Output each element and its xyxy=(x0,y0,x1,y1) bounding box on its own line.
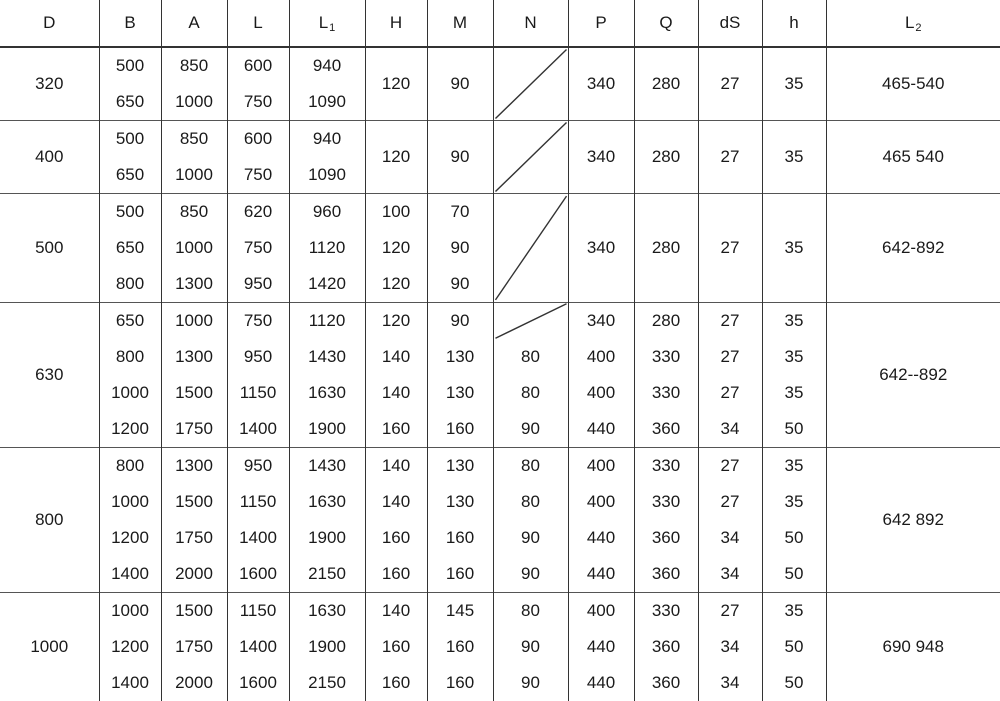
column-header-subscript: 1 xyxy=(329,22,335,34)
cell-l2: 642--892 xyxy=(826,303,1000,448)
cell-b: 650 xyxy=(99,157,161,194)
column-header-label: P xyxy=(595,13,606,32)
cell-b: 1000 xyxy=(99,484,161,520)
cell-b: 650 xyxy=(99,303,161,340)
cell-p: 400 xyxy=(568,448,634,485)
cell-l: 750 xyxy=(227,230,289,266)
cell-h: 35 xyxy=(762,303,826,340)
cell-p: 340 xyxy=(568,194,634,303)
cell-l1: 1420 xyxy=(289,266,365,303)
table-body xyxy=(0,47,1000,701)
cell-p: 400 xyxy=(568,484,634,520)
cell-d: 400 xyxy=(0,121,99,194)
cell-b: 1200 xyxy=(99,520,161,556)
cell-l1: 1120 xyxy=(289,303,365,340)
cell-l: 750 xyxy=(227,303,289,340)
table-row xyxy=(0,593,1000,630)
cell-m: 90 xyxy=(427,230,493,266)
cell-m: 145 xyxy=(427,593,493,630)
cell-h: 160 xyxy=(365,665,427,701)
cell-h: 50 xyxy=(762,629,826,665)
cell-m: 90 xyxy=(427,121,493,194)
cell-p: 340 xyxy=(568,121,634,194)
cell-h: 35 xyxy=(762,47,826,121)
cell-l: 1150 xyxy=(227,375,289,411)
cell-a: 1500 xyxy=(161,375,227,411)
cell-a: 1300 xyxy=(161,266,227,303)
cell-h: 160 xyxy=(365,629,427,665)
cell-q: 360 xyxy=(634,665,698,701)
cell-a: 850 xyxy=(161,194,227,231)
cell-h: 120 xyxy=(365,230,427,266)
cell-a: 1750 xyxy=(161,629,227,665)
cell-m: 70 xyxy=(427,194,493,231)
cell-ds: 34 xyxy=(698,411,762,448)
cell-q: 280 xyxy=(634,194,698,303)
cell-l1: 1090 xyxy=(289,84,365,121)
column-header-label: h xyxy=(789,13,798,32)
cell-p: 400 xyxy=(568,339,634,375)
diagonal-slash xyxy=(494,121,568,193)
cell-h: 35 xyxy=(762,375,826,411)
cell-l2: 642 892 xyxy=(826,448,1000,593)
cell-ds: 27 xyxy=(698,484,762,520)
column-header-label: dS xyxy=(720,13,741,32)
cell-p: 440 xyxy=(568,665,634,701)
cell-q: 280 xyxy=(634,47,698,121)
cell-ds: 34 xyxy=(698,556,762,593)
cell-a: 2000 xyxy=(161,665,227,701)
column-header-n xyxy=(493,0,568,47)
empty-cell-diagonal xyxy=(493,47,568,121)
cell-b: 1000 xyxy=(99,375,161,411)
column-header-label: N xyxy=(524,13,536,32)
cell-l: 750 xyxy=(227,84,289,121)
cell-h: 50 xyxy=(762,665,826,701)
cell-m: 160 xyxy=(427,520,493,556)
diagonal-slash xyxy=(494,194,568,302)
cell-l1: 940 xyxy=(289,47,365,84)
cell-h: 35 xyxy=(762,194,826,303)
cell-q: 330 xyxy=(634,593,698,630)
column-header-label: L xyxy=(253,13,262,32)
column-header-ds xyxy=(698,0,762,47)
cell-h: 35 xyxy=(762,484,826,520)
cell-l: 950 xyxy=(227,448,289,485)
cell-h: 35 xyxy=(762,448,826,485)
cell-a: 850 xyxy=(161,121,227,158)
empty-cell-diagonal xyxy=(493,121,568,194)
column-header-label: L xyxy=(319,13,328,32)
column-header-m xyxy=(427,0,493,47)
cell-h: 160 xyxy=(365,556,427,593)
cell-ds: 27 xyxy=(698,593,762,630)
cell-h: 35 xyxy=(762,121,826,194)
cell-h: 120 xyxy=(365,266,427,303)
cell-b: 500 xyxy=(99,47,161,84)
cell-q: 280 xyxy=(634,121,698,194)
column-header-l2 xyxy=(826,0,1000,47)
cell-b: 1400 xyxy=(99,556,161,593)
cell-a: 2000 xyxy=(161,556,227,593)
cell-n: 80 xyxy=(493,593,568,630)
cell-l1: 1900 xyxy=(289,411,365,448)
cell-h: 140 xyxy=(365,448,427,485)
cell-h: 160 xyxy=(365,520,427,556)
cell-d: 800 xyxy=(0,448,99,593)
cell-q: 330 xyxy=(634,375,698,411)
cell-n: 90 xyxy=(493,629,568,665)
column-header-label: H xyxy=(390,13,402,32)
cell-n: 80 xyxy=(493,375,568,411)
cell-l: 1600 xyxy=(227,556,289,593)
cell-h: 120 xyxy=(365,47,427,121)
cell-l: 950 xyxy=(227,339,289,375)
cell-m: 160 xyxy=(427,665,493,701)
cell-ds: 27 xyxy=(698,339,762,375)
column-header-label: L xyxy=(905,13,914,32)
cell-l1: 1430 xyxy=(289,448,365,485)
cell-b: 650 xyxy=(99,84,161,121)
header-row xyxy=(0,0,1000,47)
cell-ds: 27 xyxy=(698,375,762,411)
cell-h: 160 xyxy=(365,411,427,448)
cell-m: 130 xyxy=(427,375,493,411)
column-header-label: D xyxy=(43,13,55,32)
cell-q: 360 xyxy=(634,520,698,556)
cell-h: 50 xyxy=(762,411,826,448)
cell-m: 160 xyxy=(427,556,493,593)
cell-d: 1000 xyxy=(0,593,99,701)
cell-h: 140 xyxy=(365,484,427,520)
cell-h: 140 xyxy=(365,339,427,375)
cell-h: 140 xyxy=(365,375,427,411)
cell-m: 90 xyxy=(427,303,493,340)
diagonal-slash xyxy=(494,303,568,339)
cell-p: 440 xyxy=(568,556,634,593)
cell-h: 100 xyxy=(365,194,427,231)
cell-ds: 27 xyxy=(698,47,762,121)
cell-l: 600 xyxy=(227,47,289,84)
cell-n: 80 xyxy=(493,339,568,375)
cell-h: 50 xyxy=(762,520,826,556)
cell-l: 1150 xyxy=(227,484,289,520)
column-header-label: A xyxy=(188,13,199,32)
column-header-a xyxy=(161,0,227,47)
cell-m: 130 xyxy=(427,484,493,520)
column-header-label: B xyxy=(124,13,135,32)
cell-a: 1000 xyxy=(161,157,227,194)
cell-ds: 27 xyxy=(698,194,762,303)
cell-b: 1200 xyxy=(99,629,161,665)
cell-m: 90 xyxy=(427,266,493,303)
cell-ds: 34 xyxy=(698,629,762,665)
cell-q: 360 xyxy=(634,411,698,448)
column-header-h xyxy=(762,0,826,47)
cell-h: 120 xyxy=(365,303,427,340)
cell-l1: 2150 xyxy=(289,665,365,701)
table-row xyxy=(0,194,1000,231)
cell-n: 80 xyxy=(493,484,568,520)
empty-cell-diagonal xyxy=(493,303,568,340)
cell-a: 1500 xyxy=(161,593,227,630)
cell-l2: 642-892 xyxy=(826,194,1000,303)
cell-a: 1300 xyxy=(161,339,227,375)
cell-l1: 2150 xyxy=(289,556,365,593)
cell-l: 1150 xyxy=(227,593,289,630)
column-header-l1 xyxy=(289,0,365,47)
cell-l1: 1430 xyxy=(289,339,365,375)
cell-m: 90 xyxy=(427,47,493,121)
cell-b: 500 xyxy=(99,194,161,231)
cell-n: 90 xyxy=(493,520,568,556)
cell-h: 35 xyxy=(762,339,826,375)
cell-l: 600 xyxy=(227,121,289,158)
column-header-label: Q xyxy=(659,13,672,32)
cell-l1: 1630 xyxy=(289,484,365,520)
cell-p: 340 xyxy=(568,303,634,340)
cell-ds: 27 xyxy=(698,303,762,340)
cell-n: 90 xyxy=(493,665,568,701)
cell-b: 800 xyxy=(99,448,161,485)
cell-l2: 465-540 xyxy=(826,47,1000,121)
cell-b: 800 xyxy=(99,266,161,303)
cell-l1: 1120 xyxy=(289,230,365,266)
cell-d: 630 xyxy=(0,303,99,448)
cell-q: 330 xyxy=(634,484,698,520)
column-header-q xyxy=(634,0,698,47)
cell-l1: 1630 xyxy=(289,593,365,630)
column-header-h xyxy=(365,0,427,47)
cell-l2: 465 540 xyxy=(826,121,1000,194)
cell-l1: 1900 xyxy=(289,629,365,665)
cell-l2: 690 948 xyxy=(826,593,1000,701)
cell-a: 1000 xyxy=(161,303,227,340)
cell-l1: 1630 xyxy=(289,375,365,411)
cell-p: 340 xyxy=(568,47,634,121)
cell-p: 440 xyxy=(568,520,634,556)
cell-b: 800 xyxy=(99,339,161,375)
cell-n: 90 xyxy=(493,556,568,593)
table-row xyxy=(0,448,1000,485)
cell-q: 360 xyxy=(634,629,698,665)
cell-a: 1500 xyxy=(161,484,227,520)
cell-n: 80 xyxy=(493,448,568,485)
table-row xyxy=(0,121,1000,158)
cell-l: 1600 xyxy=(227,665,289,701)
column-header-label: M xyxy=(453,13,467,32)
cell-p: 400 xyxy=(568,375,634,411)
cell-m: 130 xyxy=(427,339,493,375)
cell-m: 160 xyxy=(427,629,493,665)
cell-m: 160 xyxy=(427,411,493,448)
cell-p: 440 xyxy=(568,411,634,448)
cell-h: 140 xyxy=(365,593,427,630)
cell-p: 440 xyxy=(568,629,634,665)
cell-l1: 960 xyxy=(289,194,365,231)
cell-a: 1000 xyxy=(161,230,227,266)
cell-q: 280 xyxy=(634,303,698,340)
diagonal-slash xyxy=(494,48,568,120)
cell-l: 750 xyxy=(227,157,289,194)
cell-h: 50 xyxy=(762,556,826,593)
cell-a: 1750 xyxy=(161,411,227,448)
cell-p: 400 xyxy=(568,593,634,630)
cell-ds: 27 xyxy=(698,448,762,485)
cell-a: 1750 xyxy=(161,520,227,556)
cell-l: 950 xyxy=(227,266,289,303)
cell-m: 130 xyxy=(427,448,493,485)
cell-l: 1400 xyxy=(227,520,289,556)
cell-b: 1000 xyxy=(99,593,161,630)
cell-n: 90 xyxy=(493,411,568,448)
column-header-b xyxy=(99,0,161,47)
cell-b: 650 xyxy=(99,230,161,266)
column-header-p xyxy=(568,0,634,47)
table-row xyxy=(0,303,1000,340)
cell-d: 500 xyxy=(0,194,99,303)
cell-b: 1400 xyxy=(99,665,161,701)
empty-cell-diagonal xyxy=(493,194,568,303)
cell-q: 360 xyxy=(634,556,698,593)
column-header-d xyxy=(0,0,99,47)
cell-q: 330 xyxy=(634,448,698,485)
cell-a: 1300 xyxy=(161,448,227,485)
cell-a: 1000 xyxy=(161,84,227,121)
cell-h: 120 xyxy=(365,121,427,194)
cell-l: 1400 xyxy=(227,411,289,448)
cell-l: 1400 xyxy=(227,629,289,665)
cell-l1: 1090 xyxy=(289,157,365,194)
cell-h: 35 xyxy=(762,593,826,630)
cell-ds: 27 xyxy=(698,121,762,194)
cell-l: 620 xyxy=(227,194,289,231)
cell-l1: 940 xyxy=(289,121,365,158)
cell-q: 330 xyxy=(634,339,698,375)
cell-l1: 1900 xyxy=(289,520,365,556)
cell-a: 850 xyxy=(161,47,227,84)
column-header-l xyxy=(227,0,289,47)
cell-b: 500 xyxy=(99,121,161,158)
cell-b: 1200 xyxy=(99,411,161,448)
cell-ds: 34 xyxy=(698,520,762,556)
table-row xyxy=(0,47,1000,84)
cell-d: 320 xyxy=(0,47,99,121)
cell-ds: 34 xyxy=(698,665,762,701)
column-header-subscript: 2 xyxy=(915,22,921,34)
